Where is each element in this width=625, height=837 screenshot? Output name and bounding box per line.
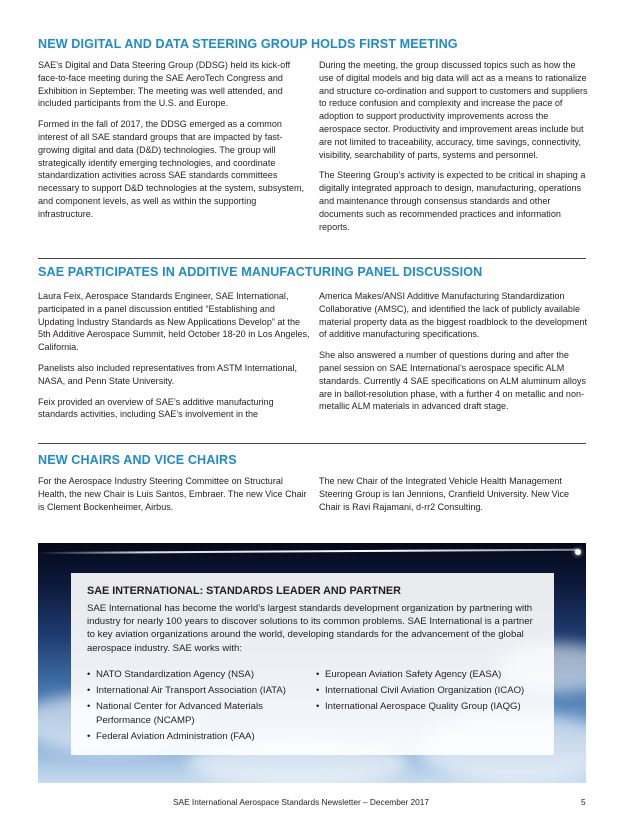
partner-box-title: SAE INTERNATIONAL: STANDARDS LEADER AND PARTNER	[87, 585, 401, 597]
list-item	[87, 668, 302, 681]
partner-list-left	[87, 668, 302, 746]
bullet: •	[316, 701, 320, 713]
paragraph: She also answered a number of questions during and after the panel session on SAE International’s aerospace specific ALM standards. Currently 4 SAE specifications on ALM aluminum alloys are in ballot-resolution phase, with a further 4 on metallic and non-metallic ALM materials in advanced draft stage.	[319, 350, 587, 412]
paragraph: Feix provided an overview of SAE’s additive manufacturing standards activities, including SAE’s involvement in the	[38, 396, 274, 420]
section-title-chairs: NEW CHAIRS AND VICE CHAIRS	[38, 453, 237, 467]
list-item-text: International Air Transport Association (IATA)	[96, 685, 287, 697]
paragraph: SAE’s Digital and Data Steering Group (DDSG) held its kick-off face-to-face meeting during the SAE AeroTech Congress and Exhibition in September. The meeting was well attended, and included participants from the U.S. and Europe.	[38, 60, 291, 109]
bullet: •	[87, 701, 91, 713]
ddsg-right-column	[319, 59, 589, 241]
ddsg-left-column	[38, 59, 310, 229]
jet-graphic	[575, 549, 581, 555]
paragraph: During the meeting, the group discussed topics such as how the use of digital models and big data will act as a means to rationalize and structure co-ordination and support to customers and suppliers to reduce confusion and complexity and increase the pace of adoption to support productivity improvements across the aerospace sector. Productivity and improvement areas include but are not limited to traceability, accuracy, time savings, connectivity, visibility, searchability of parts, systems and personnel.	[319, 60, 588, 160]
bullet: •	[87, 669, 91, 680]
list-item	[316, 700, 551, 713]
paragraph: The new Chair of the Integrated Vehicle Health Management Steering Group is Ian Jennions, Cranfield University. New Vice Chair is Ravi Rajamani, d-rr2 Consulting.	[319, 476, 570, 512]
list-item	[316, 668, 551, 681]
list-item	[316, 684, 551, 697]
partner-box-intro: SAE International has become the world’s largest standards development organization by partnering with industry for nearly 100 years to discover solutions to its common problems. SAE International is a partner to key aviation organizations around the world, developing standards for the advancement of the global aerospace industry. SAE works with:	[87, 603, 533, 654]
contrail-graphic	[38, 549, 578, 554]
paragraph: For the Aerospace Industry Steering Committee on Structural Health, the new Chair is Luis Santos, Embraer. The new Vice Chair is Clement Bockenheimer, Airbus.	[38, 476, 307, 512]
list-item	[87, 684, 302, 697]
additive-left-column	[38, 290, 310, 429]
list-item-text: National Center for Advanced Materials Performance (NCAMP)	[96, 701, 263, 726]
list-item-text: European Aviation Safety Agency (EASA)	[325, 669, 502, 680]
footer-text: SAE International Aerospace Standards Newsletter – December 2017	[173, 797, 429, 807]
paragraph: Laura Feix, Aerospace Standards Engineer, SAE International, participated in a panel discussion entitled “Establishing and Updating Industry Standards as New Applications Develop” at the 5th Additive Aerospace Summit, held October 18-20 in Los Angeles, California.	[38, 291, 310, 353]
list-item	[87, 700, 302, 726]
chairs-left-column	[38, 475, 310, 521]
section-divider	[38, 258, 586, 259]
section-title-additive: SAE PARTICIPATES IN ADDITIVE MANUFACTURING PANEL DISCUSSION	[38, 265, 483, 279]
section-title-ddsg: NEW DIGITAL AND DATA STEERING GROUP HOLDS FIRST MEETING	[38, 37, 458, 51]
additive-right-column	[319, 290, 589, 421]
list-item	[87, 730, 302, 743]
paragraph: Formed in the fall of 2017, the DDSG emerged as a common interest of all SAE standard groups that are impacted by fast-growing digital and data (D&D) technologies. The group will strategically identify emerging technologies, and coordinate standardization activities across SAE standards committees necessary to support D&D technologies at the system, subsystem, and component levels, as well as within the supporting infrastructure.	[38, 119, 304, 219]
page-number: 5	[581, 797, 586, 807]
partner-list-right	[316, 668, 551, 717]
section-divider	[38, 443, 586, 444]
bullet: •	[87, 730, 91, 742]
bullet: •	[316, 685, 320, 697]
list-item-text: International Aerospace Quality Group (IAQG)	[325, 701, 521, 713]
partner-box	[71, 573, 554, 755]
list-item-text: International Civil Aviation Organization (ICAO)	[325, 685, 525, 697]
bullet: •	[87, 685, 91, 697]
paragraph: America Makes/ANSI Additive Manufacturing Standardization Collaborative (AMSC), and identified the lack of publicly available material property data as the biggest roadblock to the development of additive manufacturing specifications.	[319, 291, 588, 340]
list-item-text: Federal Aviation Administration (FAA)	[96, 730, 255, 742]
paragraph: The Steering Group’s activity is expected to be critical in shaping a digitally integrated approach to design, manufacturing, operations and maintenance through consensus standards and other documents such as recommended practices and information reports.	[319, 170, 586, 232]
chairs-right-column	[319, 475, 589, 521]
bullet: •	[316, 669, 320, 680]
list-item-text: NATO Standardization Agency (NSA)	[96, 669, 255, 680]
paragraph: Panelists also included representatives from ASTM International, NASA, and Penn State University.	[38, 362, 297, 386]
